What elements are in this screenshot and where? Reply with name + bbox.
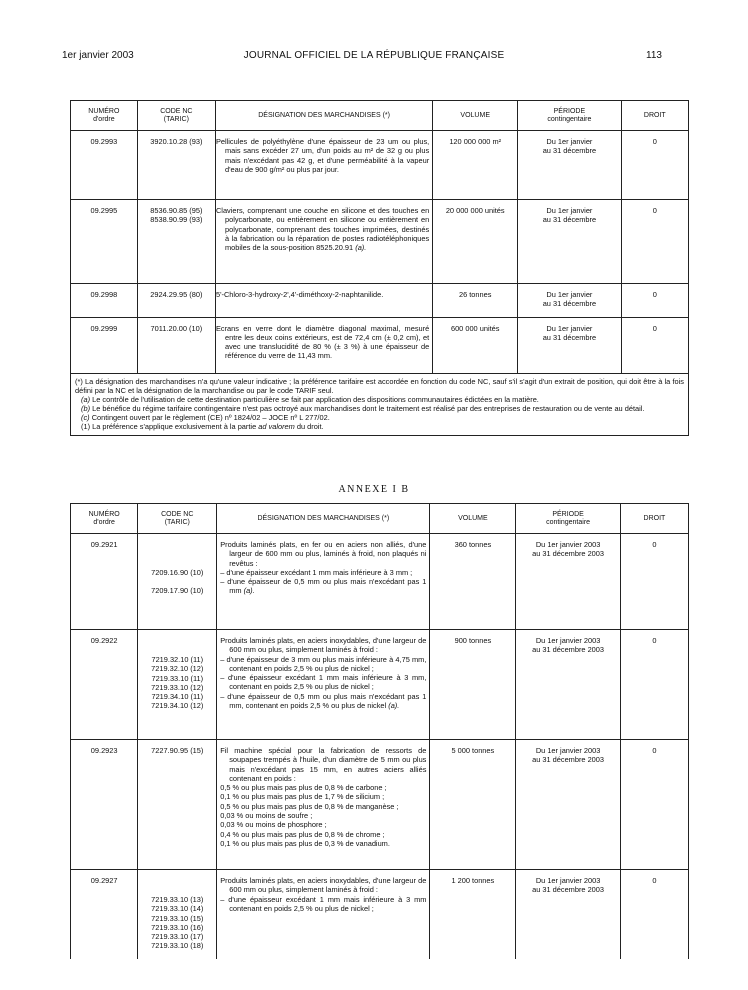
periode-cell: Du 1er janvier au 31 décembre (518, 131, 621, 200)
numero-cell: 09.2998 (71, 284, 138, 318)
table-row (71, 200, 689, 284)
table-header-row (71, 101, 689, 131)
periode-cell: Du 1er janvier au 31 décembre (518, 200, 621, 284)
volume-cell: 5 000 tonnes (430, 740, 516, 870)
periode-cell: Du 1er janvier 2003 au 31 décembre 2003 (516, 534, 620, 630)
footnotes-row (71, 373, 689, 435)
periode-cell: Du 1er janvier 2003 au 31 décembre 2003 (516, 870, 620, 959)
volume-cell: 20 000 000 unités (433, 200, 518, 284)
numero-cell: 09.2922 (71, 630, 138, 740)
col-droit: DROIT (620, 504, 688, 534)
footnote-b: (b) Le bénéfice du régime tarifaire contingentaire n'est pas octroyé aux marchandises dont le traitement est réalisé par des entreprises de restauration ou de vente au détail. (81, 403, 645, 413)
designation-cell: Ecrans en verre dont le diamètre diagonal maximal, mesuré entre les deux coins extérieurs, est de 72,4 cm (± 0,2 cm), et avec une translucidité de 80 % (± 3 %) à une épaisseur de référence du verre de 11,43 mm. (215, 317, 432, 373)
table-row (71, 131, 689, 200)
footnote-a: (a) Le contrôle de l'utilisation de cette destination particulière se fait par application des dispositions communautaires édictées en la matière. (81, 394, 539, 404)
volume-cell: 1 200 tonnes (430, 870, 516, 959)
numero-cell: 09.2993 (71, 131, 138, 200)
droit-cell: 0 (620, 740, 688, 870)
volume-cell: 600 000 unités (433, 317, 518, 373)
quota-table-1 (70, 100, 689, 436)
droit-cell: 0 (620, 870, 688, 959)
footnote-1: (1) La préférence s'applique exclusivement à la partie ad valorem du droit. (81, 421, 324, 431)
droit-cell: 0 (621, 317, 688, 373)
table-row (71, 630, 689, 740)
droit-cell: 0 (621, 284, 688, 318)
code-cell: 7209.16.90 (10) 7209.17.90 (10) (138, 534, 217, 630)
numero-cell: 09.2927 (71, 870, 138, 959)
col-numero: NUMÉRO d'ordre (71, 101, 138, 131)
footnotes (71, 373, 689, 435)
numero-cell: 09.2921 (71, 534, 138, 630)
volume-cell: 120 000 000 m² (433, 131, 518, 200)
footnote-star: (*) La désignation des marchandises n'a qu'une valeur indicative ; la préférence tarifaire est accordée en fonction du code NC, sauf s'il s'agit d'un extrait de position, qui doit être à la fois défini par la NC et la désignation de la marchandise ou par le code TARIF seul. (75, 376, 684, 395)
periode-cell: Du 1er janvier 2003 au 31 décembre 2003 (516, 630, 620, 740)
table-row (71, 284, 689, 318)
col-numero: NUMÉRO d'ordre (71, 504, 138, 534)
periode-cell: Du 1er janvier 2003 au 31 décembre 2003 (516, 740, 620, 870)
code-cell: 7219.32.10 (11) 7219.32.10 (12) 7219.33.10 (11) 7219.33.10 (12) 7219.34.10 (11) 7219.34.10 (12) (138, 630, 217, 740)
table-row (71, 740, 689, 870)
code-cell: 7227.90.95 (15) (138, 740, 217, 870)
numero-cell: 09.2995 (71, 200, 138, 284)
numero-cell: 09.2999 (71, 317, 138, 373)
periode-cell: Du 1er janvier au 31 décembre (518, 284, 621, 318)
col-periode: PÉRIODE contingentaire (518, 101, 621, 131)
col-code: CODE NC (TARIC) (138, 504, 217, 534)
header-date: 1er janvier 2003 (62, 50, 134, 61)
droit-cell: 0 (620, 534, 688, 630)
col-designation: DÉSIGNATION DES MARCHANDISES (*) (217, 504, 430, 534)
designation-cell: Pellicules de polyéthylène d'une épaisseur de 23 um ou plus, mais sans excéder 27 um, d'un poids au m² de 32 g ou plus mais n'excédant pas 42 g, et d'une perméabilité à la vapeur d'eau de 900 g/m² ou plus par jour. (215, 131, 432, 200)
table-row (71, 870, 689, 959)
numero-cell: 09.2923 (71, 740, 138, 870)
table-header-row (71, 504, 689, 534)
periode-cell: Du 1er janvier au 31 décembre (518, 317, 621, 373)
page-number: 113 (646, 50, 662, 61)
droit-cell: 0 (620, 630, 688, 740)
col-volume: VOLUME (433, 101, 518, 131)
designation-cell: Fil machine spécial pour la fabrication de ressorts de soupapes trempés à l'huile, d'un diamètre de 5 mm ou plus mais n'excédant pas 15 mm, en autres aciers alliés contenant en poids : 0,5 % ou plus mais pas plus de 0,8 % de carbone ; 0,1 % ou plus mais pas plus de 1,7 % de silicium ; 0,5 % ou plus mais pas plus de 0,8 % de manganèse ; 0,03 % ou moins de soufre ; 0,03 % ou moins de phosphore ; 0,4 % ou plus mais pas plus de 0,8 % de chrome ; 0,1 % ou plus mais pas plus de 0,3 % de vanadium. (217, 740, 430, 870)
designation-cell: Produits laminés plats, en fer ou en aciers non alliés, d'une largeur de 600 mm ou plus, laminés à froid, non plaqués ni revêtus : – d'une épaisseur excédant 1 mm mais inférieure à 3 mm ; – d'une épaisseur de 0,5 mm ou plus mais n'excédant pas 1 mm (a). (217, 534, 430, 630)
designation-cell: Produits laminés plats, en aciers inoxydables, d'une largeur de 600 mm ou plus, simplement laminés à froid : – d'une épaisseur excédant 1 mm mais inférieure à 3 mm contenant en poids 2,5 % ou plus de nickel ; (217, 870, 430, 959)
volume-cell: 900 tonnes (430, 630, 516, 740)
code-cell: 8536.90.85 (95) 8538.90.99 (93) (137, 200, 215, 284)
designation-cell: Produits laminés plats, en aciers inoxydables, d'une largeur de 600 mm ou plus, simplement laminés à froid : – d'une épaisseur de 3 mm ou plus mais inférieure à 4,75 mm, contenant en poids 2,5 % ou plus de nickel ; – d'une épaisseur excédant 1 mm mais inférieure à 3 mm, contenant en poids 2,5 % ou plus de nickel ; – d'une épaisseur de 0,5 mm ou plus mais n'excédant pas 1 mm, contenant en poids 2,5 % ou plus de nickel (a). (217, 630, 430, 740)
designation-cell: 5'-Chloro-3-hydroxy-2',4'-diméthoxy-2-naphtanilide. (215, 284, 432, 318)
code-cell: 7219.33.10 (13) 7219.33.10 (14) 7219.33.10 (15) 7219.33.10 (16) 7219.33.10 (17) 7219.33.10 (18) (138, 870, 217, 959)
droit-cell: 0 (621, 200, 688, 284)
col-code: CODE NC (TARIC) (137, 101, 215, 131)
code-cell: 7011.20.00 (10) (137, 317, 215, 373)
code-cell: 2924.29.95 (80) (137, 284, 215, 318)
droit-cell: 0 (621, 131, 688, 200)
col-designation: DÉSIGNATION DES MARCHANDISES (*) (215, 101, 432, 131)
volume-cell: 360 tonnes (430, 534, 516, 630)
footnote-c: (c) Contingent ouvert par le règlement (CE) nº 1824/02 – JOCE nº L 277/02. (81, 412, 330, 422)
code-cell: 3920.10.28 (93) (137, 131, 215, 200)
table-row (71, 534, 689, 630)
col-periode: PÉRIODE contingentaire (516, 504, 620, 534)
col-droit: DROIT (621, 101, 688, 131)
quota-table-2 (70, 503, 689, 959)
table-row (71, 317, 689, 373)
volume-cell: 26 tonnes (433, 284, 518, 318)
annexe-title: ANNEXE I B (338, 484, 410, 495)
designation-cell: Claviers, comprenant une couche en silicone et des touches en polycarbonate, ou entièrement en silicone ou entièrement en polycarbonate, comprenant des touches imprimées, destinés à la fabrication ou la réparation de postes radiotéléphoniques mobiles de la sous-position 8525.20.91 (a). (215, 200, 432, 284)
journal-title: JOURNAL OFFICIEL DE LA RÉPUBLIQUE FRANÇAISE (243, 50, 505, 61)
col-volume: VOLUME (430, 504, 516, 534)
